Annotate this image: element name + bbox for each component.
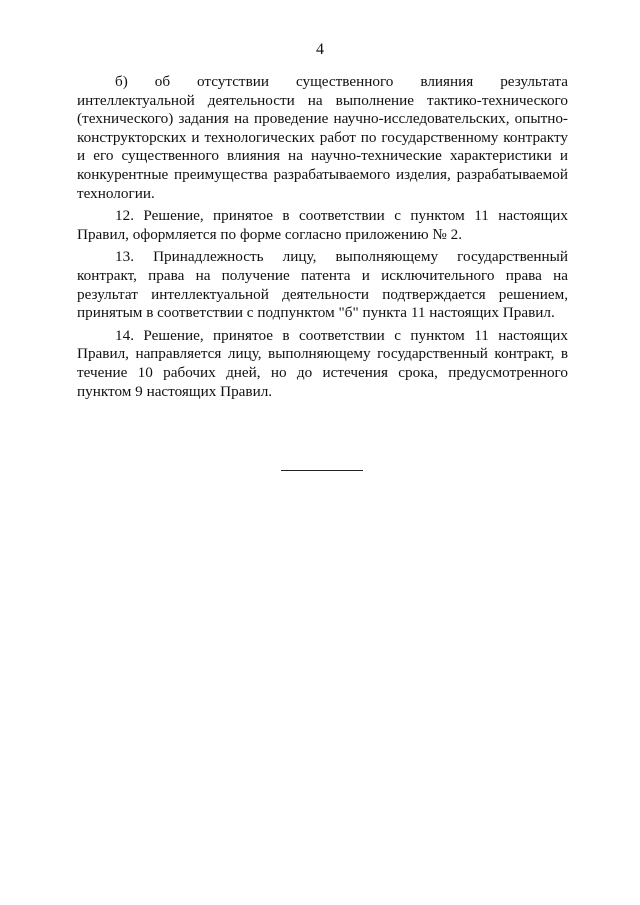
closing-divider-line: [281, 470, 363, 471]
paragraph-subitem-b: б) об отсутствии существенного влияния результата интеллектуальной деятельности на выполнение тактико-технического (технического) задания на проведение научно-исследовательских, опытно-конструкторских и технологических работ по государственному контракту и его существенного влияния на научно-технические характеристики и конкурентные преимущества разрабатываемого изделия, разрабатываемой технологии.: [77, 73, 568, 202]
paragraph-13: 13. Принадлежность лицу, выполняющему государственный контракт, права на получение патента и исключительного права на результат интеллектуальной деятельности подтверждается решением, принятым в соответствии с подпунктом "б" пункта 11 настоящих Правил.: [77, 248, 568, 322]
page-number: 4: [316, 41, 324, 58]
document-body: [77, 73, 568, 401]
paragraph-14: 14. Решение, принятое в соответствии с пунктом 11 настоящих Правил, направляется лицу, выполняющему государственный контракт, в течение 10 рабочих дней, но до истечения срока, предусмотренного пунктом 9 настоящих Правил.: [77, 326, 568, 400]
paragraph-12: 12. Решение, принятое в соответствии с пунктом 11 настоящих Правил, оформляется по форме согласно приложению № 2.: [77, 207, 568, 243]
